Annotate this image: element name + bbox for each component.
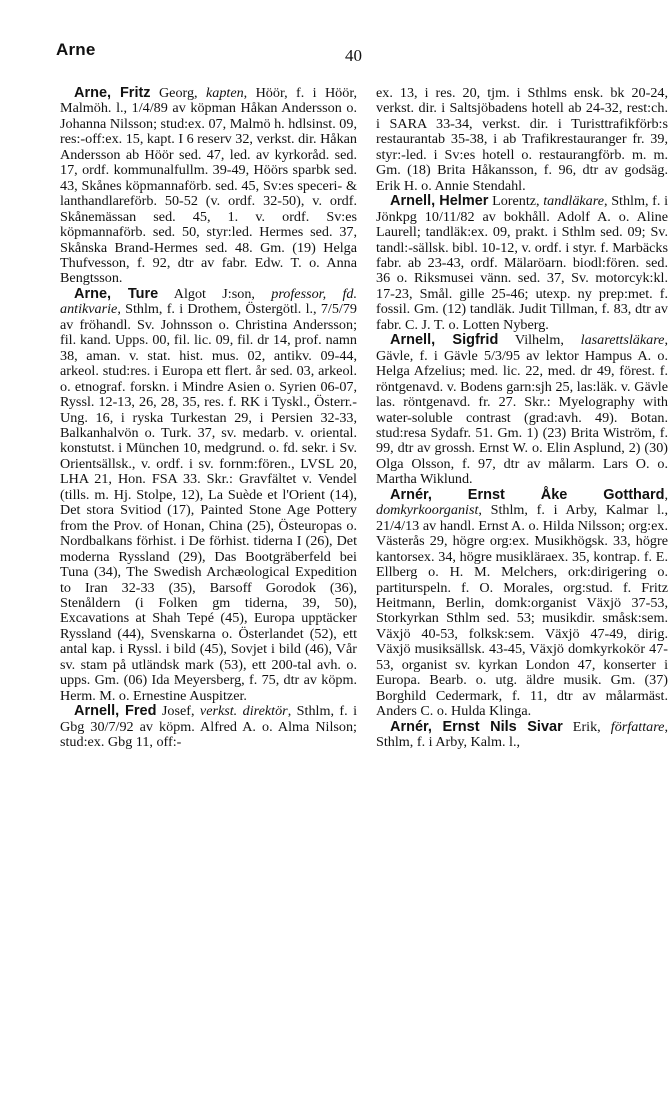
entry-name: Arnell, Helmer — [390, 193, 489, 210]
entry-arnell-fred — [60, 704, 357, 750]
entry-text: , Sthlm, f. i Gbg 30/7/92 av köpm. Alfred A. o. Alma Nilson; stud:ex. Gbg 11, off:- — [60, 703, 357, 751]
entry-title: lasarettsläkare — [580, 332, 665, 349]
entry-given-names: Lorentz, — [488, 193, 544, 210]
entry-given-names: Josef, — [156, 703, 200, 720]
entry-title: kapten — [205, 85, 244, 101]
entry-title: professor, fd. antikvarie — [60, 285, 357, 318]
left-column — [60, 86, 357, 750]
entry-text: , Sthlm, f. i Arby, Kalm. l., — [376, 718, 668, 751]
entry-arner-sivar — [376, 720, 668, 751]
entry-arnell-fred-continuation: ex. 13, i res. 20, tjm. i Sthlms ensk. bk 20-24, verkst. dir. i Saltsjöbadens hotell ab 24-32, rest:ch. i SARA 33-34, verkst. dir. i Turisttrafikförb:s restaurantab 35-38, i ab Trafikrestauranger fr. 39, styr:-led. i Sv:es hotell o. restaurangförb. m. m. Gm. (18) Brita Håkansson, f. 96, dtr av godsäg. Erik H. o. Annie Stendahl. — [376, 85, 668, 194]
entry-text: , Höör, f. i Höör, Malmöh. l., 1/4/89 av köpman Håkan Andersson o. Johanna Nilsson; stud:ex. 07, Malmö h. hdlsinst. 09, res:-off:ex. 15, kapt. I 6 reserv 32, verkst. dir. Håkan Andersson ab Höör sed. 47, led. av kyrkoråd. sed. 17, ordf. kommunalfullm. 39-49, Höörs sparbk sed. 43, Skånes köpmannaförb. sed. 45, Sv:es speceri- & lanthandlareförb. 50-52 (v. ordf. 32-50), v. ordf. Skånemässan sed. 45, 1. v. ordf. Sv:es köpmannaförb. sed. 50, styr:led. Hermes sed. 37, Skånska Brand-Hermes sed. 48. Gm. (19) Helga Thufvesson, f. 92, dtr av fabr. Edw. T. o. Anna Bengtsson. — [60, 85, 358, 287]
entry-name: Arnell, Sigfrid — [390, 332, 499, 349]
running-header-word: Arne — [56, 40, 96, 59]
entry-given-names: , — [664, 486, 668, 503]
entry-name: Arnér, Ernst Nils Sivar — [390, 718, 563, 735]
entry-name: Arne, Fritz — [74, 85, 151, 101]
entry-name: Arne, Ture — [74, 285, 159, 302]
entry-given-names: Algot J:son, — [158, 285, 272, 302]
entry-given-names: Erik, — [562, 718, 611, 735]
entry-title: författare — [610, 718, 665, 735]
entry-title: domkyrkoorganist — [376, 502, 479, 519]
entry-text: , Gävle, f. i Gävle 5/3/95 av lektor Hampus A. o. Helga Afzelius; med. lic. 22, med. dr 49, förest. f. röntgenavd. v. Bodens garn:sjh 25, las:läk. v. Gävle las. röntgenavd. fr. 27. Skr.: Myelography with water-soluble contrast (grad:avh. 49). Botan. stud:resa Sydafr. 51. Gm. 1) (23) Brita Wiström, f. 99, dtr av grossh. Ernst W. o. Elin Asplund, 2) (30) Olga Olsson, f. 97, dtr av målarm. Lars O. o. Martha Wiklund. — [376, 332, 668, 488]
entry-arnell-helmer — [376, 194, 668, 333]
entry-given-names: Vilhelm, — [498, 332, 581, 349]
entry-arne-ture — [60, 287, 357, 704]
entry-title: tandläkare — [543, 193, 604, 210]
right-column — [376, 86, 668, 750]
entry-arne-fritz — [60, 86, 357, 287]
entry-name: Arnér, Ernst Åke Gotthard — [390, 486, 665, 503]
entry-arner-ake — [376, 488, 668, 720]
entry-text: , Sthlm, f. i Jönkpg 10/11/82 av bokhåll. Adolf A. o. Aline Laurell; tandläk:ex. 09, prakt. i Sthlm sed. 09; Sv. tandl:-sällsk. bibl. 10-12, v. ordf. i styr. f. Marbäcks fabr. ab 23-43, ordf. Mälaröarn. biodl:fören. sed. 36 o. Riksmusei vänn. sed. 37, Sv. motorcyk:kl. 17-23, Smål. gille 25-46; utexp. ny prep:met. f. fossil. Gm. (12) tandläk. Judit Tillman, f. 83, dtr av fabr. C. J. T. o. Lotten Nyberg. — [376, 193, 668, 333]
entry-given-names: Georg, — [150, 85, 206, 101]
page-number: 40 — [345, 46, 362, 65]
entry-title: verkst. direktör — [199, 703, 288, 720]
entry-name: Arnell, Fred — [74, 703, 157, 720]
entry-text: , Sthlm, f. i Drothem, Östergötl. l., 7/5/79 av fröhandl. Sv. Johnsson o. Christina Andersson; fil. kand. Upps. 00, fil. lic. 09, fil. dr 14, prof. namn 38, aman. v. stat. hist. mus. 02, antikv. 09-44, arkeol. stud:res. i Europa ett flert. år sed. 03, arkeol. o. etnograf. forskn. i Mindre Asien o. Syrien 06-07, Ryssl. 12-13, 26, 28, 35, res. f. RK i Tyskl., Österr.-Ung. 16, i ryska Turkestan 29, i Persien 32-33, Balkanhalvön o. Turk. 37, sv. medarb. v. oriental. konstutst. i München 10, medgrund. o. fd. sekr. i Sv. Orientsällsk., v. ordf. i sv. fornm:fören., LVSL 20, LHA 21, Hon. FSA 33. Skr.: Gravfältet v. Vendel (tills. m. Hj. Stolpe, 12), La Suède et l'Orient (14), Det stora Svitiod (17), Painted Stone Age Pottery from the Prov. of Honan, China (25), Östeuropas o. Nordbalkans förhist. i De förhist. tiderna I (26), Det moderna Ryssland (29), Das Bootgräberfeld bei Tuna (34), The Swedish Archæological Expedition to Iran 32-33 (35), Barsoff Gorodok (36), Stenåldern (i Folken gm tiderna, 39, 50), Excavations at Shah Tepé (45), Europa upptäcker Ryssland (44), Svenskarna o. Österlandet (52), ett antal kap. i Ryssl. i bild (45), Sovjet i bild (46), Vår sv. stam på utländsk mark (53), ett 200-tal avh. o. upps. Gm. (06) Ida Meyersberg, f. 75, dtr av köpm. Herm. M. o. Ernestine Auspitzer. — [60, 301, 357, 704]
entry-arnell-sigfrid — [376, 333, 668, 488]
entry-text: , Sthlm, f. i Arby, Kalmar l., 21/4/13 av handl. Ernst A. o. Hilda Nilsson; org:ex. Västerås 29, högre org:ex. Musikhögsk. 33, högre kantorsex. 34, högre musikläraex. 35, kontrap. f. E. Ellberg o. H. M. Melchers, ork:dirigering o. partiturspeln. f. O. Morales, org:stud. f. Fritz Heitmann, Berlin, domk:organist Växjö 37-53, Storkyrkan Sthlm sed. 53; musikdir. småsk:sem. Växjö 40-53, folksk:sem. Växjö 47-49, dirig. Växjö musiksällsk. 43-45, Växjö domkyrkokör 47-53, organist sv. kyrkan London 47, konserter i Europa. Bearb. o. utg. äldre musik. Gm. (37) Borghild Cedermark, f. 11, dtr av målarmäst. Anders C. o. Hulda Klinga. — [376, 502, 668, 720]
